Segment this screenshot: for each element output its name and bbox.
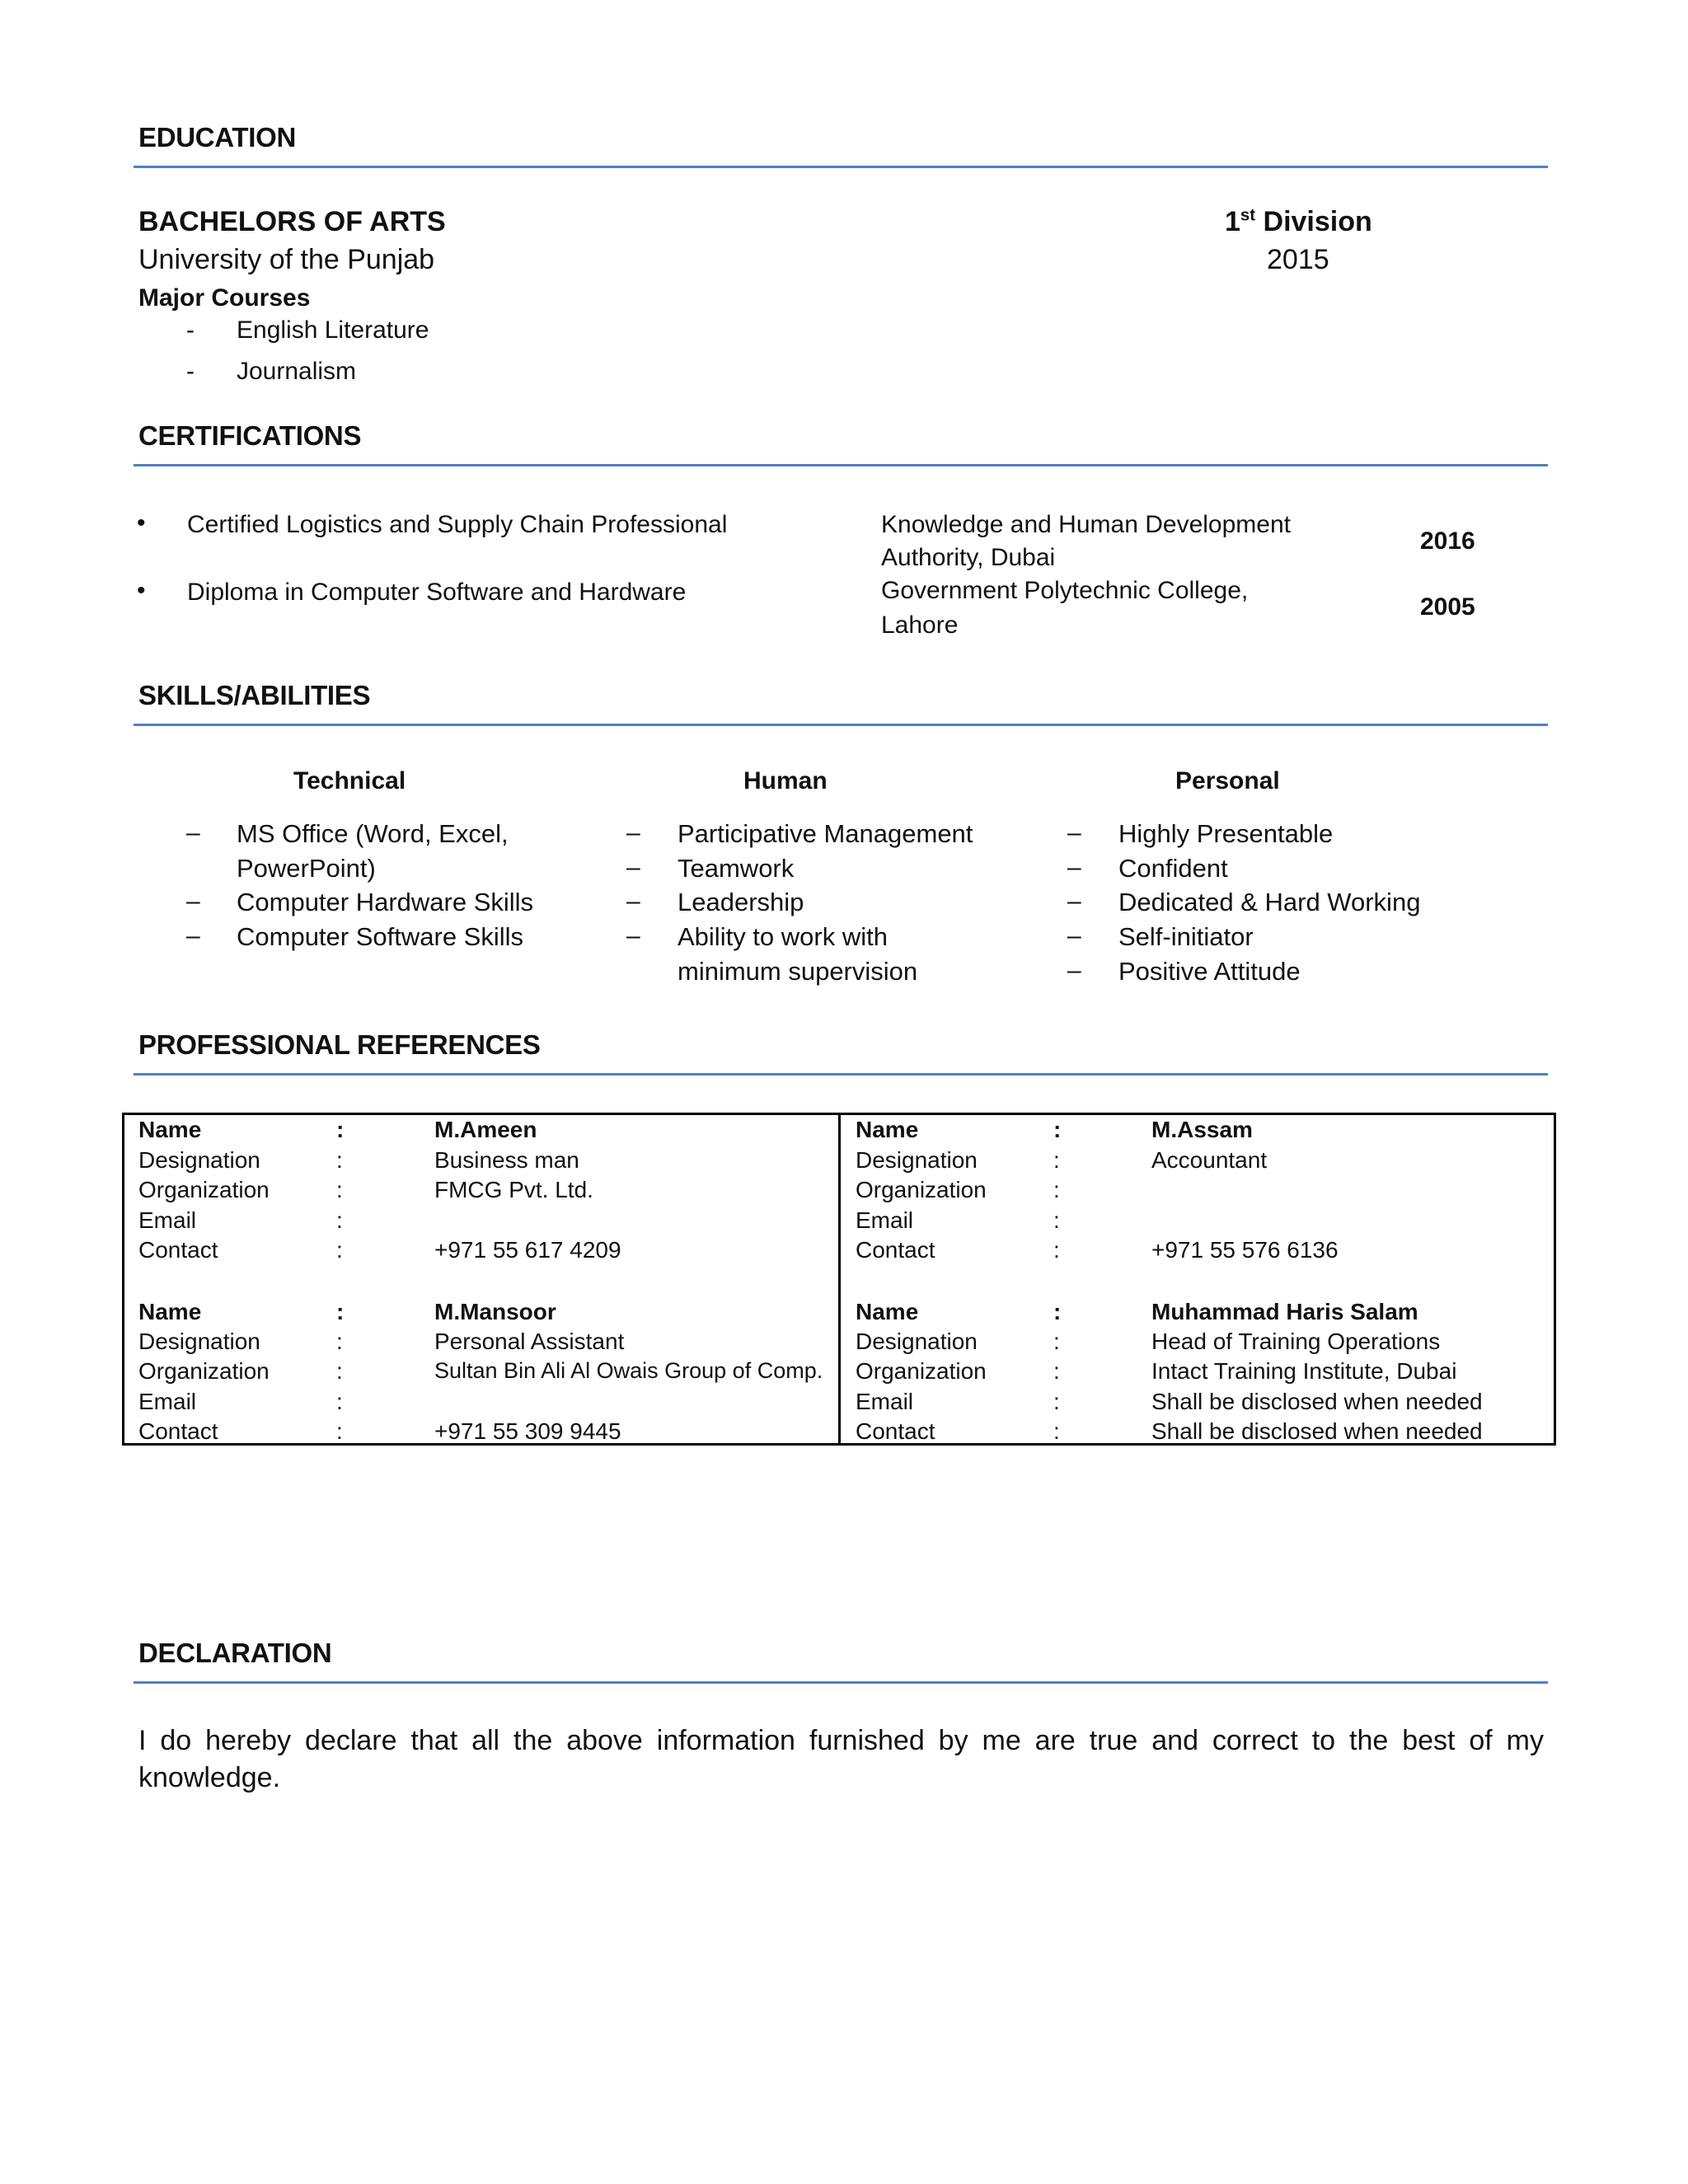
skill-item: Participative Management (678, 819, 973, 848)
ref-label-name: Name (138, 1117, 202, 1142)
ref-name: M.Mansoor (434, 1299, 556, 1324)
ref-label-designation: Designation (856, 1329, 978, 1354)
ref-colon: : (336, 1117, 345, 1142)
ref-colon: : (336, 1177, 343, 1202)
ref-designation: Head of Training Operations (1151, 1329, 1441, 1354)
ref-contact: +971 55 576 6136 (1151, 1237, 1339, 1263)
skill-item: Teamwork (678, 854, 795, 883)
education-divider (134, 166, 1548, 168)
division-word: Division (1263, 206, 1372, 237)
skill-dash: – (626, 854, 640, 881)
certifications-heading: CERTIFICATIONS (138, 420, 362, 451)
skill-item: PowerPoint) (237, 854, 376, 883)
ref-label-name: Name (856, 1117, 919, 1142)
ref-label-name: Name (138, 1299, 202, 1324)
ref-colon: : (1053, 1237, 1060, 1263)
ref-colon: : (1053, 1358, 1060, 1384)
ref-contact: +971 55 309 9445 (434, 1418, 621, 1444)
course-dash: - (186, 316, 195, 344)
skill-item: Ability to work with (678, 922, 888, 951)
ref-organization: FMCG Pvt. Ltd. (434, 1177, 593, 1202)
certification-institute: Knowledge and Human Development (881, 511, 1291, 538)
skill-item: Leadership (678, 888, 804, 916)
ref-colon: : (1053, 1177, 1060, 1202)
skill-item: Computer Software Skills (237, 922, 524, 951)
ref-colon: : (1053, 1389, 1060, 1414)
ref-colon: : (336, 1207, 343, 1233)
ref-colon: : (1053, 1207, 1060, 1233)
major-courses-label: Major Courses (138, 284, 311, 312)
bullet-icon: • (137, 577, 146, 604)
division-suffix: st (1240, 206, 1256, 225)
ref-name: M.Assam (1151, 1117, 1253, 1142)
ref-organization: Sultan Bin Ali Al Owais Group of Comp. (434, 1358, 823, 1383)
skill-item: minimum supervision (678, 957, 918, 986)
ref-label-organization: Organization (138, 1177, 270, 1202)
skill-dash: – (1067, 854, 1081, 881)
ref-label-contact: Contact (856, 1237, 935, 1263)
ref-colon: : (336, 1418, 343, 1444)
certification-name: Certified Logistics and Supply Chain Professional (187, 511, 728, 538)
skills-heading: SKILLS/ABILITIES (138, 680, 371, 710)
ref-label-organization: Organization (856, 1358, 987, 1384)
course-item: Journalism (237, 358, 357, 385)
ref-designation: Personal Assistant (434, 1329, 625, 1354)
division-number: 1 (1225, 206, 1240, 237)
skill-dash: – (1067, 819, 1081, 846)
skills-divider (134, 724, 1548, 726)
division (1225, 206, 1372, 238)
ref-colon: : (336, 1147, 343, 1173)
ref-label-contact: Contact (856, 1418, 935, 1444)
ref-email: Shall be disclosed when needed (1151, 1389, 1483, 1414)
ref-designation: Business man (434, 1147, 579, 1173)
skill-item: Self-initiator (1118, 922, 1254, 951)
ref-label-organization: Organization (856, 1177, 987, 1202)
certification-name: Diploma in Computer Software and Hardware (187, 579, 687, 606)
ref-label-email: Email (856, 1207, 914, 1233)
skill-item: Dedicated & Hard Working (1118, 888, 1421, 916)
certification-year: 2005 (1420, 593, 1475, 621)
skill-dash: – (186, 922, 200, 949)
ref-label-email: Email (138, 1389, 197, 1414)
ref-colon: : (336, 1389, 343, 1414)
ref-colon: : (336, 1237, 343, 1263)
certifications-divider (134, 464, 1548, 466)
skill-item: Positive Attitude (1118, 957, 1301, 986)
declaration-text: I do hereby declare that all the above information furnished by me are true and correct to the best of my knowledge. (138, 1725, 1544, 1793)
declaration-heading: DECLARATION (138, 1638, 332, 1668)
skill-dash: – (186, 888, 200, 915)
certification-institute: Authority, Dubai (881, 544, 1056, 571)
ref-contact: +971 55 617 4209 (434, 1237, 621, 1263)
bullet-icon: • (137, 509, 146, 537)
ref-colon: : (336, 1329, 343, 1354)
degree-title: BACHELORS OF ARTS (138, 206, 446, 237)
certification-institute: Lahore (881, 612, 959, 639)
ref-label-name: Name (856, 1299, 919, 1324)
ref-designation: Accountant (1151, 1147, 1268, 1173)
ref-label-contact: Contact (138, 1418, 218, 1444)
skill-item: Computer Hardware Skills (237, 888, 534, 916)
references-heading: PROFESSIONAL REFERENCES (138, 1029, 541, 1060)
skill-dash: – (626, 888, 640, 915)
skill-dash: – (1067, 957, 1081, 984)
ref-label-organization: Organization (138, 1358, 270, 1384)
ref-label-designation: Designation (138, 1147, 260, 1173)
skill-dash: – (626, 819, 640, 846)
graduation-year: 2015 (1267, 244, 1329, 275)
references-divider (134, 1073, 1548, 1076)
certification-institute: Government Polytechnic College, (881, 577, 1249, 604)
skill-dash: – (626, 922, 640, 949)
education-heading: EDUCATION (138, 122, 297, 152)
ref-colon: : (1053, 1117, 1062, 1142)
course-item: English Literature (237, 316, 429, 344)
skills-personal-title: Personal (1175, 767, 1280, 794)
ref-colon: : (336, 1358, 343, 1384)
ref-organization: Intact Training Institute, Dubai (1151, 1358, 1457, 1384)
skill-item: Confident (1118, 854, 1228, 883)
ref-name: Muhammad Haris Salam (1151, 1299, 1418, 1324)
declaration-divider (134, 1681, 1548, 1684)
ref-contact: Shall be disclosed when needed (1151, 1418, 1483, 1444)
ref-colon: : (1053, 1147, 1060, 1173)
skills-human-title: Human (743, 767, 828, 794)
skills-technical-title: Technical (293, 767, 406, 794)
skill-item: MS Office (Word, Excel, (237, 819, 509, 848)
ref-colon: : (1053, 1418, 1060, 1444)
skill-dash: – (1067, 922, 1081, 949)
skill-dash: – (1067, 888, 1081, 915)
skill-item: Highly Presentable (1118, 819, 1334, 848)
references-column-divider (838, 1113, 841, 1446)
ref-label-email: Email (856, 1389, 914, 1414)
university-name: University of the Punjab (138, 244, 435, 275)
ref-label-contact: Contact (138, 1237, 218, 1263)
ref-label-designation: Designation (856, 1147, 978, 1173)
ref-colon: : (336, 1299, 345, 1324)
skill-dash: – (186, 819, 200, 846)
ref-label-email: Email (138, 1207, 197, 1233)
course-dash: - (186, 358, 195, 385)
ref-colon: : (1053, 1299, 1062, 1324)
ref-label-designation: Designation (138, 1329, 260, 1354)
ref-name: M.Ameen (434, 1117, 537, 1142)
certification-year: 2016 (1420, 527, 1475, 555)
ref-colon: : (1053, 1329, 1060, 1354)
